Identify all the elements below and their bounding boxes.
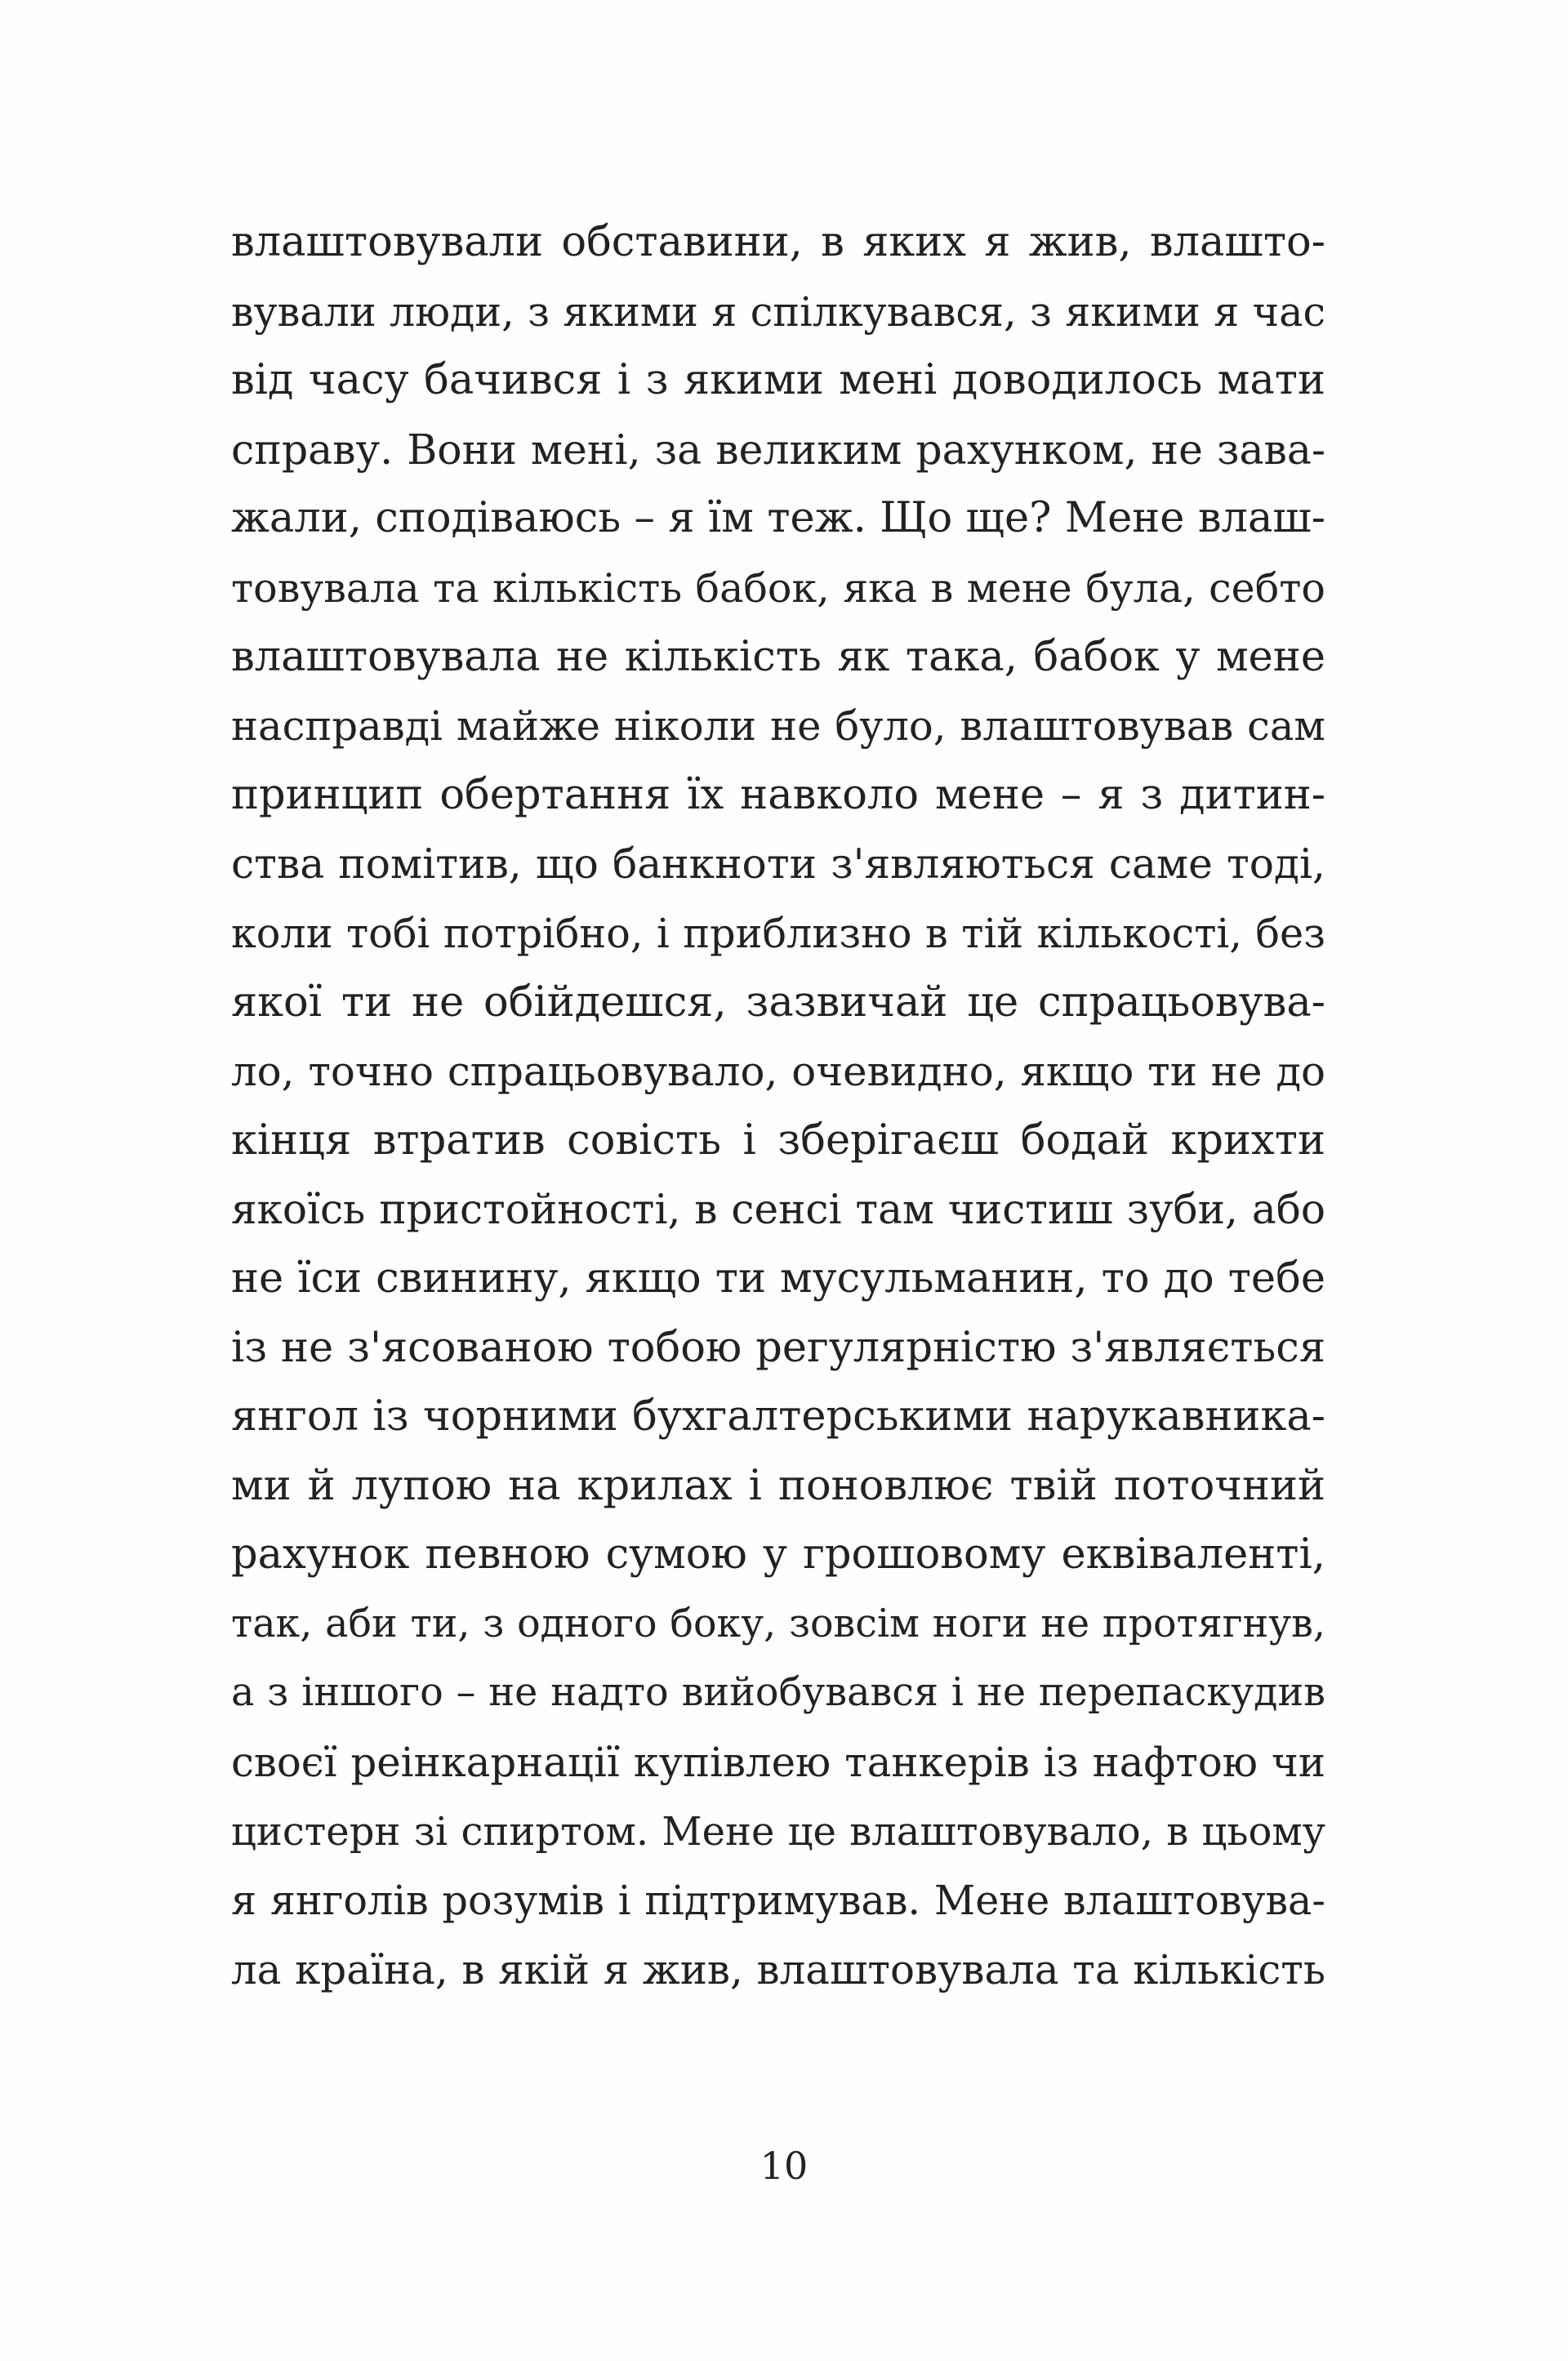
page-number: 10 [760,2144,808,2188]
text-line: не їси свинину, якщо ти мусульманин, то до тебе [231,1254,1325,1303]
text-line: рахунок певною сумою у грошовому еквіваленті, [231,1530,1325,1579]
text-line: своєї реінкарнації купівлею танкерів із нафтою чи [231,1739,1325,1787]
text-line: товувала та кількість бабок, яка в мене була, себто [231,564,1325,612]
text-line: кінця втратив совість і зберігаєш бодай крихти [231,1116,1325,1165]
text-line: так, аби ти, з одного боку, зовсім ноги не протягнув, [231,1601,1325,1646]
text-line: цистерн зі спиртом. Мене це влаштовувало, в цьому [231,1808,1325,1855]
text-line: від часу бачився і з якими мені доводилось мати [231,356,1325,405]
text-line: принцип обертання їх навколо мене – я з дитин- [231,770,1325,819]
text-line: янгол із чорними бухгалтерськими нарукавника- [231,1392,1325,1441]
text-line: жали, сподіваюсь – я їм теж. Що ще? Мене влаш- [231,494,1325,543]
text-line: ми й лупою на крилах і поновлює твій поточний [231,1461,1325,1510]
text-line: справу. Вони мені, за великим рахунком, не зава- [231,425,1325,474]
text-line: влаштовувала не кількість як така, бабок у мене [231,632,1325,681]
text-line: із не з'ясованою тобою регулярністю з'являється [231,1323,1325,1372]
text-line: коли тобі потрібно, і приблизно в тій кількості, без [231,909,1325,957]
text-line: влаштовували обставини, в яких я жив, влашто- [231,218,1325,266]
body-text [231,208,1325,2004]
text-line: ла країна, в якій я жив, влаштовувала та кількість [231,1945,1325,1993]
text-line: ло, точно спрацьовувало, очевидно, якщо ти не до [231,1048,1325,1096]
text-line: якоїсь пристойності, в сенсі там чистиш зуби, або [231,1186,1325,1234]
text-line: я янголів розумів і підтримував. Мене влаштовува- [231,1877,1325,1925]
text-line: ства помітив, що банкноти з'являються саме тоді, [231,840,1325,889]
text-line: якої ти не обійдешся, зазвичай це спрацьовува- [231,978,1325,1027]
text-line: насправді майже ніколи не було, влаштовував сам [231,702,1325,751]
text-line: а з іншого – не надто вийобувався і не перепаскудив [231,1670,1325,1716]
text-line: вували люди, з якими я спілкувався, з якими я час [231,287,1325,336]
